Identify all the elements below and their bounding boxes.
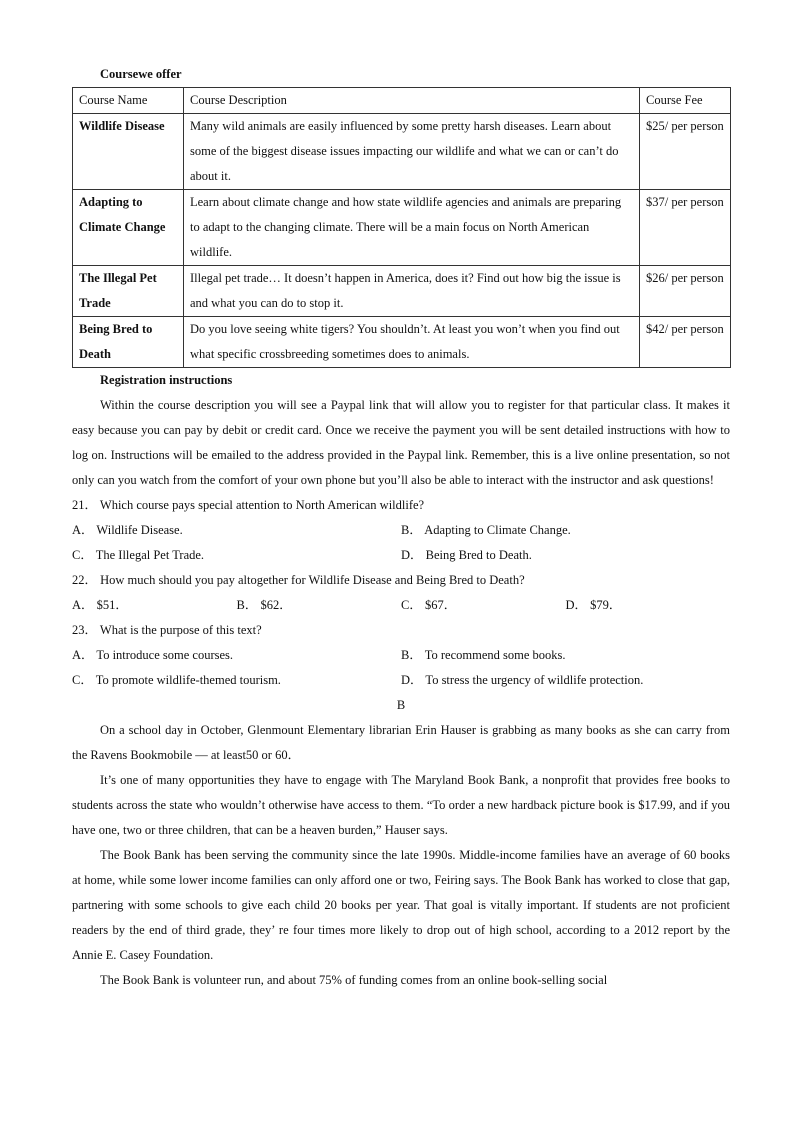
passage-b-paragraph: On a school day in October, Glenmount Elementary librarian Erin Hauser is grabbing as many books as she can carry from the Ravens Bookmobile — at least50 or 60． — [72, 723, 730, 762]
option-a: A． $51． — [72, 598, 128, 612]
option-d: D． To stress the urgency of wildlife protection. — [401, 673, 644, 687]
course-fee-cell: $37/ per person — [640, 190, 731, 266]
options-21 — [72, 518, 730, 568]
question-22: 22． How much should you pay altogether for Wildlife Disease and Being Bred to Death? — [72, 573, 525, 587]
header-course-description: Course Description — [184, 88, 640, 114]
option-a: A． To introduce some courses. — [72, 648, 234, 662]
option-d: D． $79． — [565, 598, 622, 612]
registration-paragraph: Within the course description you will see a Paypal link that will allow you to register for that particular class. It makes it easy because you can pay by debit or credit card. Once we receive the payment you will be sent detailed instructions with how to log on. Instructions will be emailed to the address provided in the Paypal link. Remember, this is a live online presentation, so not only can you watch from the comfort of your own phone but you’ll also be able to interact with the instructor and ask questions! — [72, 398, 730, 487]
course-name-cell: Adapting to Climate Change — [73, 190, 184, 266]
table-row — [73, 114, 731, 190]
course-name-cell: The Illegal Pet Trade — [73, 266, 184, 317]
table-row — [73, 190, 731, 266]
option-c: C． $67． — [401, 598, 457, 612]
course-description-cell: Do you love seeing white tigers? You shouldn’t. At least you won’t when you find out what specific crossbreeding sometimes does to animals. — [184, 317, 640, 368]
option-b: B． To recommend some books. — [401, 648, 566, 662]
option-c: C． To promote wildlife-themed tourism. — [72, 673, 281, 687]
course-table — [72, 87, 731, 368]
header-course-fee: Course Fee — [640, 88, 731, 114]
option-d: D． Being Bred to Death. — [401, 548, 532, 562]
question-23: 23． What is the purpose of this text? — [72, 623, 262, 637]
passage-b-paragraph: The Book Bank has been serving the community since the late 1990s. Middle-income families have an average of 60 books at home, while some lower income families can only afford one or two, Feiring says. The Book Bank has worked to close that gap, partnering with some schools to give each child 20 books per year. That goal is vitally important. If students are not proficient readers by the end of third grade, they’ re four times more likely to drop out of high school, according to a 2012 report by the Annie E. Casey Foundation. — [72, 848, 730, 962]
header-course-name: Course Name — [73, 88, 184, 114]
table-row — [73, 317, 731, 368]
course-fee-cell: $42/ per person — [640, 317, 731, 368]
course-description-cell: Learn about climate change and how state wildlife agencies and animals are preparing to adapt to the changing climate. There will be a main focus on North American wildlife. — [184, 190, 640, 266]
course-description-cell: Many wild animals are easily influenced by some pretty harsh diseases. Learn about some of the biggest disease issues impacting our wildlife and what we can or can’t do about it. — [184, 114, 640, 190]
passage-b-paragraph: The Book Bank is volunteer run, and about 75% of funding comes from an online book-selling social — [100, 973, 608, 987]
course-fee-cell: $26/ per person — [640, 266, 731, 317]
section-title-registration: Registration instructions — [100, 373, 233, 387]
document-page — [72, 62, 730, 993]
part-b-label: B — [396, 698, 406, 712]
passage-b-paragraph: It’s one of many opportunities they have to engage with The Maryland Book Bank, a nonprofit that provides free books to students across the state who wouldn’t otherwise have access to them. “To order a new hardback picture book is $17.99, and if you have one, two or three children, that can be a heaven burden,” Hauser says. — [72, 773, 730, 837]
course-fee-cell: $25/ per person — [640, 114, 731, 190]
options-23 — [72, 643, 730, 693]
question-21: 21． Which course pays special attention to North American wildlife? — [72, 498, 425, 512]
table-header-row — [73, 88, 731, 114]
option-b: B． Adapting to Climate Change. — [401, 523, 571, 537]
course-description-cell: Illegal pet trade… It doesn’t happen in America, does it? Find out how big the issue is and what you can do to stop it. — [184, 266, 640, 317]
table-row — [73, 266, 731, 317]
course-name-cell: Wildlife Disease — [73, 114, 184, 190]
options-22 — [72, 593, 730, 618]
option-a: A． Wildlife Disease. — [72, 523, 183, 537]
course-name-cell: Being Bred to Death — [73, 317, 184, 368]
option-b: B． $62． — [236, 598, 292, 612]
section-title-courses: Coursewe offer — [100, 67, 182, 81]
option-c: C． The Illegal Pet Trade. — [72, 548, 205, 562]
